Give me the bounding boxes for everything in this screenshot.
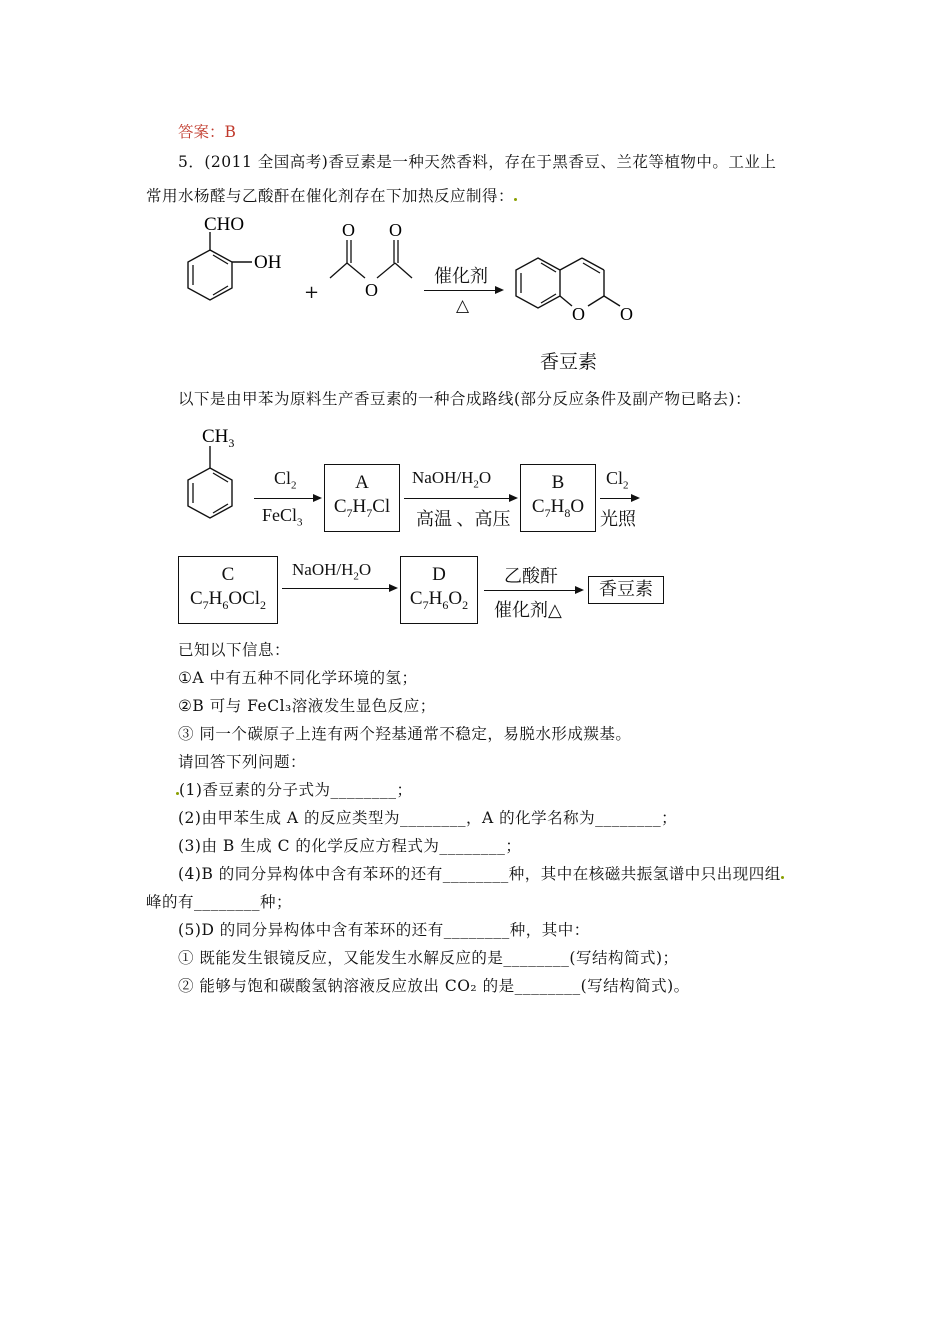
question-line-1: 5．(2011 全国高考)香豆素是一种天然香料，存在于黑香豆、兰花等植物中。工业上 bbox=[178, 153, 777, 171]
anhydride-o-bridge: O bbox=[365, 280, 378, 300]
compound-a-box: A $C_7H_7Cl$ bbox=[324, 464, 400, 532]
product-name-label: 香豆素 bbox=[540, 351, 598, 373]
step2-top-label: NaOH/$H_2O$ bbox=[412, 468, 492, 491]
compound-b-box: B $C_7H_8O$ bbox=[520, 464, 596, 532]
plus-sign: + bbox=[304, 282, 320, 303]
step3-arrow bbox=[600, 498, 638, 499]
ask-4-cont: 峰的有________种； bbox=[146, 893, 293, 911]
question-line-2: 常用水杨醛与乙酸酐在催化剂存在下加热反应制得： bbox=[146, 186, 517, 206]
ask-5-sub-2: ② 能够与饱和碳酸氢钠溶液反应放出 CO₂ 的是________(写结构简式)。 bbox=[178, 977, 690, 995]
ask-3: (3)由 B 生成 C 的化学反应方程式为________； bbox=[178, 837, 522, 855]
answer-line: 答案：B bbox=[178, 123, 236, 141]
route-intro: 以下是由甲苯为原料生产香豆素的一种合成路线(部分反应条件及副产物已略去)： bbox=[178, 390, 752, 408]
acetic-anhydride-structure bbox=[322, 218, 422, 308]
compound-c-box: C $C_7H_6OCl_2$ bbox=[178, 556, 278, 624]
final-product-box: 香豆素 bbox=[588, 576, 664, 604]
step2-arrow bbox=[404, 498, 516, 499]
oh-label: OH bbox=[254, 252, 282, 273]
step1-top-label: $Cl_2$ bbox=[274, 468, 297, 492]
toluene-ch-label: $CH_3$ bbox=[202, 426, 235, 450]
anhydride-o-right: O bbox=[389, 220, 402, 240]
catalyst-label: 催化剂 bbox=[434, 266, 488, 286]
ask-4: (4)B 的同分异构体中含有苯环的还有________种，其中在核磁共振氢谱中只出现四组 bbox=[178, 864, 784, 884]
compound-d-box: D $C_7H_6O_2$ bbox=[400, 556, 478, 624]
step1-arrow bbox=[254, 498, 320, 499]
anhydride-o-left: O bbox=[342, 220, 355, 240]
coumarin-o-carbonyl: O bbox=[620, 304, 633, 324]
step4-top-label: NaOH/$H_2O$ bbox=[292, 560, 372, 583]
ask-5: (5)D 的同分异构体中含有苯环的还有________种，其中： bbox=[178, 921, 590, 939]
ask-2: (2)由甲苯生成 A 的反应类型为________，A 的化学名称为________； bbox=[178, 809, 678, 827]
toluene-structure bbox=[170, 418, 260, 543]
ask-1: (1)香豆素的分子式为________； bbox=[176, 780, 412, 800]
step5-top-label: 乙酸酐 bbox=[504, 566, 558, 586]
step3-top-label: $Cl_2$ bbox=[606, 468, 629, 492]
heat-label: △ bbox=[456, 296, 470, 315]
known-title: 已知以下信息： bbox=[178, 641, 291, 659]
step5-arrow bbox=[484, 590, 582, 591]
coumarin-o-ring: O bbox=[572, 304, 585, 324]
coumarin-structure bbox=[510, 248, 640, 348]
known-item-3: ③ 同一个碳原子上连有两个羟基通常不稳定，易脱水形成羰基。 bbox=[178, 725, 632, 743]
salicylaldehyde-structure bbox=[160, 210, 300, 335]
step1-bottom-label: FeCl$_3$ bbox=[262, 505, 303, 529]
ask-5-sub-1: ① 既能发生银镜反应，又能发生水解反应的是________(写结构简式)； bbox=[178, 949, 679, 967]
step2-bottom-label: 高温 、高压 bbox=[416, 509, 511, 529]
known-item-1: ①A 中有五种不同化学环境的氢； bbox=[178, 669, 418, 687]
known-item-2: ②B 可与 FeCl₃溶液发生显色反应； bbox=[178, 697, 436, 715]
reaction-arrow bbox=[424, 290, 502, 291]
step4-arrow bbox=[282, 588, 396, 589]
step5-bottom-label: 催化剂△ bbox=[494, 600, 562, 620]
cho-label: CHO bbox=[204, 214, 245, 235]
step3-bottom-label: 光照 bbox=[600, 509, 636, 529]
ask-title: 请回答下列问题： bbox=[178, 753, 307, 771]
